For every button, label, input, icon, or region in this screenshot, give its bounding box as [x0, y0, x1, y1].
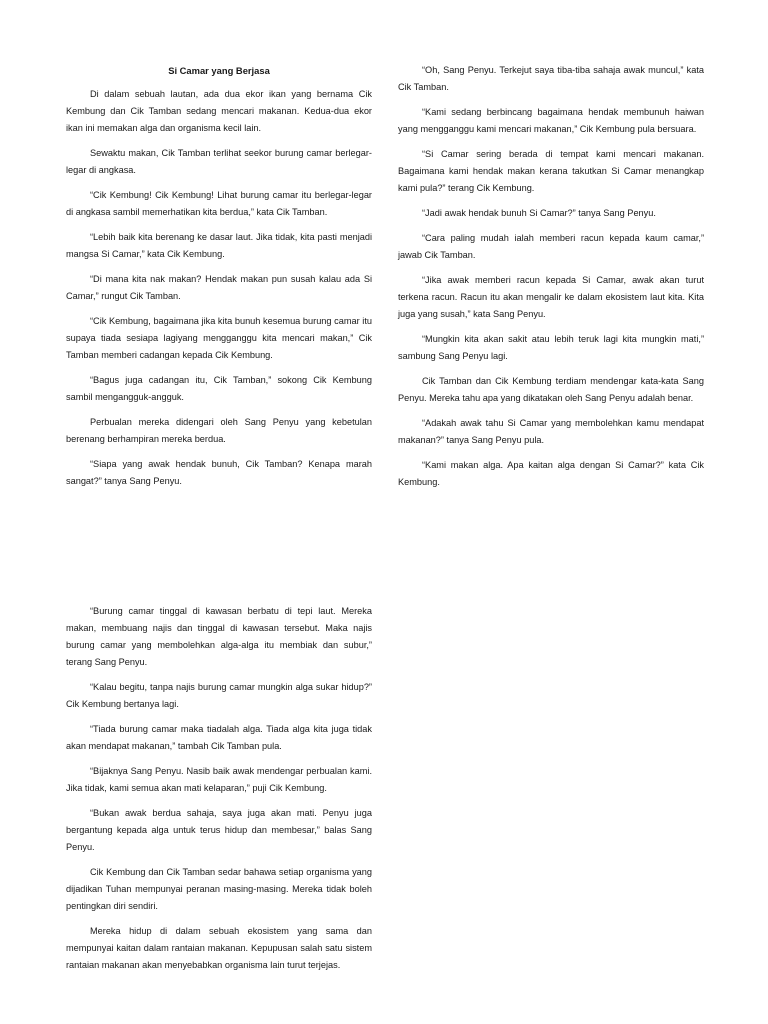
paragraph: “Di mana kita nak makan? Hendak makan pun susah kalau ada Si Camar,” rungut Cik Tamban.: [66, 274, 372, 301]
paragraph: Perbualan mereka didengari oleh Sang Penyu yang kebetulan berenang berhampiran mereka berdua.: [66, 417, 372, 444]
paragraph: “Siapa yang awak hendak bunuh, Cik Tamban? Kenapa marah sangat?” tanya Sang Penyu.: [66, 459, 372, 486]
paragraph: “Mungkin kita akan sakit atau lebih teruk lagi kita mungkin mati,” sambung Sang Penyu lagi.: [398, 334, 704, 361]
paragraph: “Burung camar tinggal di kawasan berbatu di tepi laut. Mereka makan, membuang najis dan tinggal di kawasan tersebut. Maka najis burung camar yang membolehkan alga-alga itu membiak dan subur,” terang Sang Penyu.: [66, 606, 372, 667]
right-column-top: [398, 62, 704, 499]
paragraph: “Cara paling mudah ialah memberi racun kepada kaum camar,” jawab Cik Tamban.: [398, 233, 704, 260]
paragraph: “Cik Kembung! Cik Kembung! Lihat burung camar itu berlegar-legar di angkasa sambil memerhatikan kita berdua,” kata Cik Tamban.: [66, 190, 372, 217]
paragraph: “Bijaknya Sang Penyu. Nasib baik awak mendengar perbualan kami. Jika tidak, kami semua akan mati kelaparan,” puji Cik Kembung.: [66, 766, 372, 793]
paragraph: Cik Tamban dan Cik Kembung terdiam mendengar kata-kata Sang Penyu. Mereka tahu apa yang dikatakan oleh Sang Penyu adalah benar.: [398, 376, 704, 403]
left-column-bottom: [66, 603, 372, 982]
paragraph: “Jadi awak hendak bunuh Si Camar?” tanya Sang Penyu.: [422, 208, 656, 218]
paragraph: “Oh, Sang Penyu. Terkejut saya tiba-tiba sahaja awak muncul,” kata Cik Tamban.: [398, 65, 704, 92]
paragraph: “Tiada burung camar maka tiadalah alga. Tiada alga kita juga tidak akan mendapat makanan,” tambah Cik Tamban pula.: [66, 724, 372, 751]
paragraph: “Bukan awak berdua sahaja, saya juga akan mati. Penyu juga bergantung kepada alga untuk terus hidup dan membesar,” balas Sang Penyu.: [66, 808, 372, 852]
paragraph: Di dalam sebuah lautan, ada dua ekor ikan yang bernama Cik Kembung dan Cik Tamban sedang mencari makanan. Kedua-dua ekor ikan ini memakan alga dan organisma kecil lain.: [66, 89, 372, 133]
paragraph: “Kami sedang berbincang bagaimana hendak membunuh haiwan yang mengganggu kami mencari makanan,” Cik Kembung pula bersuara.: [398, 107, 704, 134]
paragraph: “Jika awak memberi racun kepada Si Camar, awak akan turut terkena racun. Racun itu akan mengalir ke dalam ekosistem laut kita. Kita juga yang susah,” kata Sang Penyu.: [398, 275, 704, 319]
paragraph: “Lebih baik kita berenang ke dasar laut. Jika tidak, kita pasti menjadi mangsa Si Camar,” kata Cik Kembung.: [66, 232, 372, 259]
story-title: Si Camar yang Berjasa: [168, 65, 270, 76]
paragraph: “Si Camar sering berada di tempat kami mencari makanan. Bagaimana kami hendak makan kerana takutkan Si Camar menangkap kami pula?” terang Cik Kembung.: [398, 149, 704, 193]
paragraph: Mereka hidup di dalam sebuah ekosistem yang sama dan mempunyai kaitan dalam rantaian makanan. Kepupusan salah satu sistem rantaian makanan akan menyebabkan organisma lain turut terjejas.: [66, 926, 372, 970]
paragraph: Cik Kembung dan Cik Tamban sedar bahawa setiap organisma yang dijadikan Tuhan mempunyai peranan masing-masing. Mereka tidak boleh pentingkan diri sendiri.: [66, 867, 372, 911]
paragraph: “Bagus juga cadangan itu, Cik Tamban,” sokong Cik Kembung sambil mengangguk-angguk.: [66, 375, 372, 402]
paragraph: “Kami makan alga. Apa kaitan alga dengan Si Camar?” kata Cik Kembung.: [398, 460, 704, 487]
left-column-top: [66, 62, 372, 498]
paragraph: “Cik Kembung, bagaimana jika kita bunuh kesemua burung camar itu supaya tiada sesiapa lagiyang mengganggu kita mencari makan,” Cik Tamban memberi cadangan kepada Cik Kembung.: [66, 316, 372, 360]
paragraph: “Kalau begitu, tanpa najis burung camar mungkin alga sukar hidup?” Cik Kembung bertanya lagi.: [66, 682, 372, 709]
paragraph: Sewaktu makan, Cik Tamban terlihat seekor burung camar berlegar-legar di angkasa.: [66, 148, 372, 175]
paragraph: “Adakah awak tahu Si Camar yang membolehkan kamu mendapat makanan?” tanya Sang Penyu pula.: [398, 418, 704, 445]
